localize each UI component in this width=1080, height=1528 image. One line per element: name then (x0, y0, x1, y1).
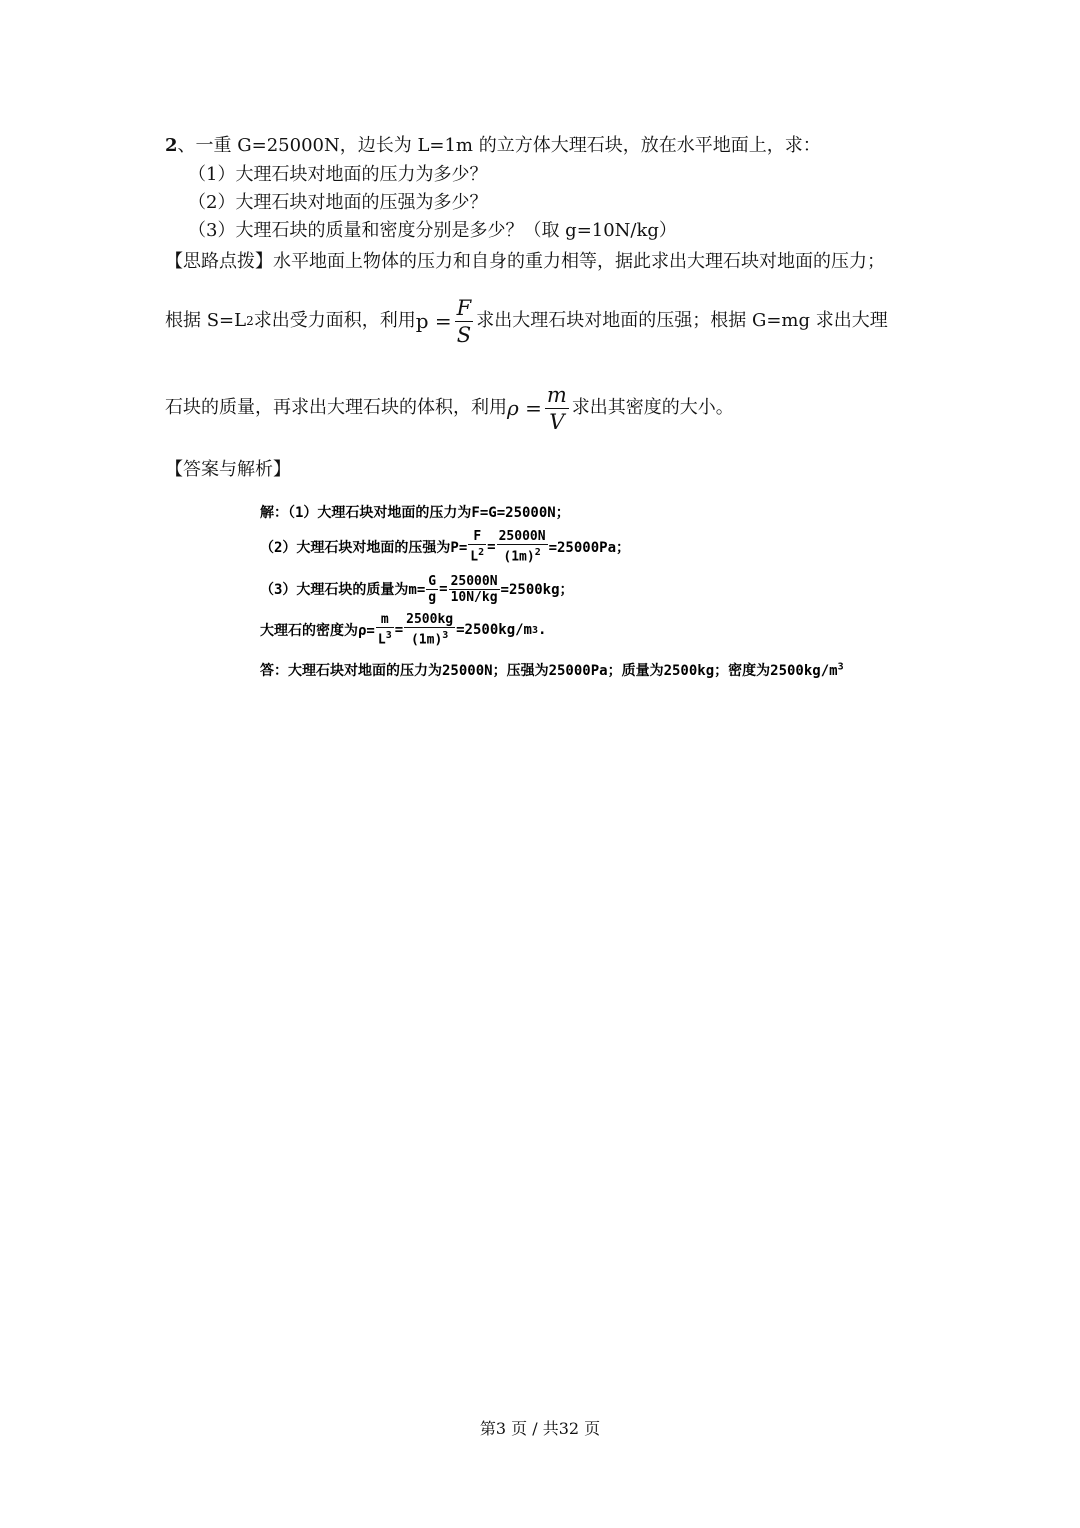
solution-l2-fraction-2 (497, 529, 548, 564)
question-number: 2 (165, 135, 178, 156)
frac-den (497, 544, 548, 564)
solution-l5-sup: 3 (837, 661, 844, 673)
hint-text-2b: 求出受力面积，利用 (253, 310, 416, 331)
frac-den-sup: 2 (534, 547, 541, 559)
solution-line-2 (260, 528, 630, 566)
frac-den: g (428, 589, 437, 605)
frac-den-base: L (470, 549, 479, 565)
formula-rho-den: V (545, 408, 569, 435)
page-footer: 第3 页 / 共32 页 (479, 1419, 601, 1438)
solution-l2-text: （2）大理石块对地面的压强为P= (260, 540, 468, 556)
frac-num: G (428, 573, 437, 589)
hint-text-3b: 求出其密度的大小。 (571, 397, 734, 418)
solution-l3-fraction-2 (449, 574, 500, 605)
frac-den-sup: 3 (442, 630, 449, 642)
formula-rho-lhs: ρ = (507, 396, 542, 420)
formula-p-den: S (455, 321, 474, 348)
solution-l4-end: . (538, 622, 547, 638)
frac-den (468, 544, 486, 564)
hint-text-2c: 求出大理石块对地面的压强；根据 G=mg 求出大理 (476, 310, 888, 331)
question-stem (165, 133, 821, 159)
solution-line-5 (260, 660, 844, 680)
question-item-2: （2）大理石块对地面的压强为多少？ (188, 192, 488, 213)
frac-den (404, 627, 455, 647)
frac-den (376, 627, 394, 647)
frac-den-base: (1m) (410, 632, 443, 648)
frac-num: 25000N (450, 573, 498, 589)
solution-l4-text: 大理石的密度为ρ= (260, 623, 375, 639)
solution-l2-fraction-1 (468, 529, 486, 564)
question-item-3: （3）大理石块的质量和密度分别是多少？（取 g=10N/kg） (188, 220, 677, 241)
formula-rho-num: m (546, 382, 567, 407)
equals-sign: = (487, 539, 496, 555)
question-item-1: （1）大理石块对地面的压力为多少？ (188, 164, 488, 185)
frac-den-sup: 2 (478, 547, 485, 559)
solution-line-1: 解：（1）大理石块对地面的压力为F=G=25000N； (260, 505, 570, 521)
solution-l3-fraction-1 (426, 574, 438, 605)
solution-l4-fraction-2 (404, 612, 455, 647)
frac-den-base: L (377, 632, 386, 648)
frac-num: 2500kg (406, 612, 454, 628)
solution-l3-result: =2500kg； (500, 582, 574, 598)
formula-p-num: F (456, 295, 472, 320)
hint-text-2a: 根据 S=L (165, 310, 247, 331)
frac-den-sup: 3 (385, 630, 392, 642)
frac-num: F (473, 529, 482, 545)
solution-l2-result: =25000Pa； (548, 540, 630, 556)
question-sep: 、 (177, 135, 196, 156)
hint-line-2 (165, 293, 888, 349)
solution-l4-fraction-1 (376, 612, 394, 647)
equals-sign: = (394, 622, 404, 638)
frac-num: 25000N (498, 529, 546, 545)
hint-text-2-sup: 2 (246, 314, 254, 328)
solution-l4-sup: 3 (531, 624, 539, 636)
frac-den-base: (1m) (503, 549, 535, 565)
formula-p-lhs: p = (415, 309, 452, 333)
hint-line-3 (165, 380, 734, 436)
equals-sign: = (439, 581, 448, 597)
solution-l5-text: 答：大理石块对地面的压力为25000N；压强为25000Pa；质量为2500kg；密度为2500kg/m (260, 663, 838, 679)
hint-text-3a: 石块的质量，再求出大理石块的体积，利用 (165, 397, 507, 418)
hint-label: 【思路点拨】 (165, 251, 273, 272)
question-stem-text: 一重 G=25000N，边长为 L=1m 的立方体大理石块，放在水平地面上，求： (195, 135, 821, 156)
frac-den: 10N/kg (450, 589, 498, 605)
formula-rho-fraction (545, 382, 569, 435)
solution-l4-result: =2500kg/m (456, 622, 532, 638)
hint-text-1: 水平地面上物体的压力和自身的重力相等，据此求出大理石块对地面的压力； (273, 251, 885, 272)
formula-p-fraction (455, 295, 474, 348)
frac-num: m (380, 612, 389, 628)
solution-line-4 (260, 610, 546, 650)
solution-line-3 (260, 570, 574, 608)
answer-label: 【答案与解析】 (165, 459, 291, 480)
hint-line-1 (165, 249, 885, 275)
solution-l3-text: （3）大理石块的质量为m= (260, 582, 426, 598)
